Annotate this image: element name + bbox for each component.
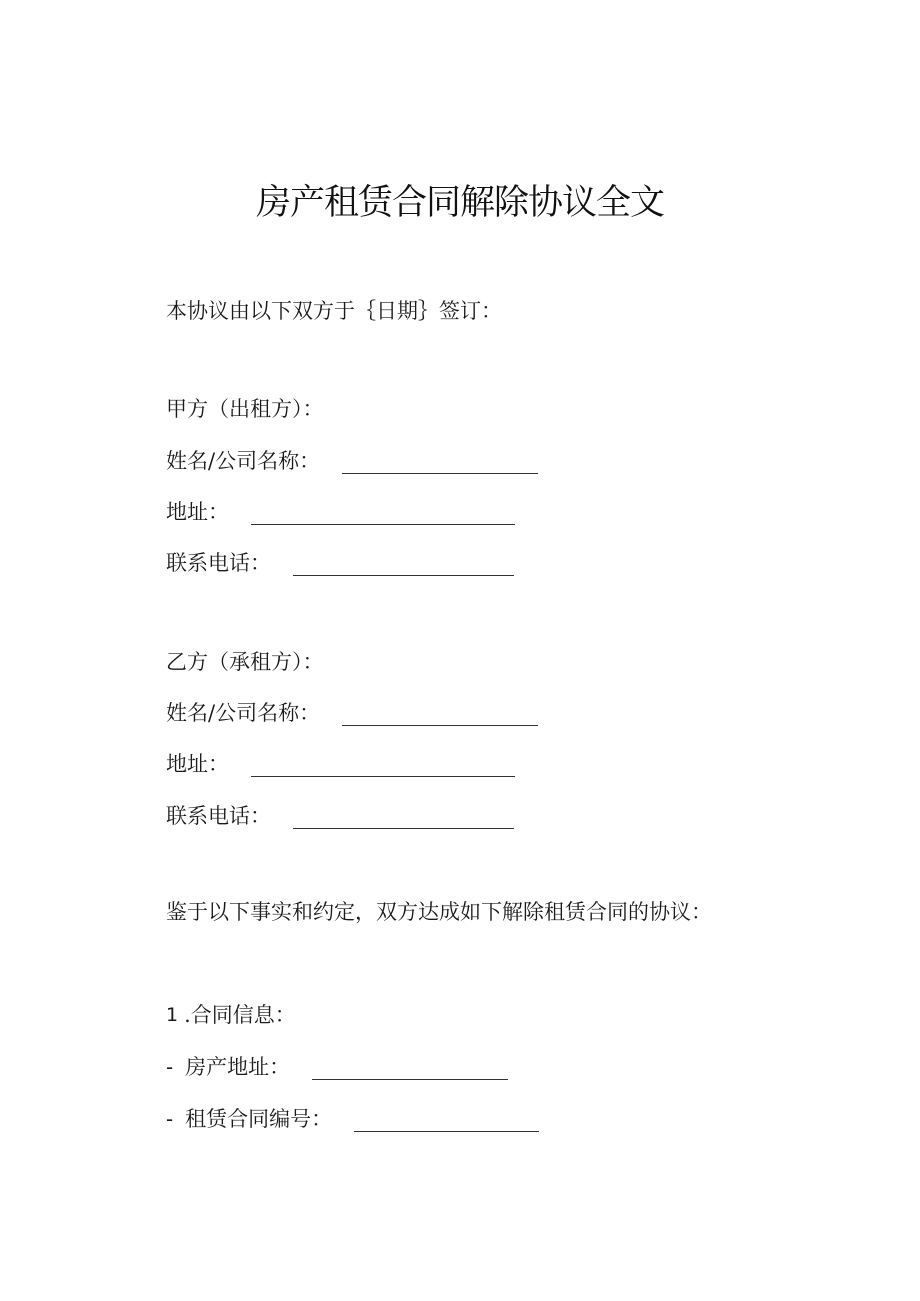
party-a-phone-row [166, 550, 514, 576]
party-b-phone-row [166, 803, 514, 829]
party-a-phone-blank[interactable] [293, 555, 514, 576]
party-a-heading [166, 396, 324, 422]
party-a-name-blank[interactable] [342, 453, 538, 474]
document-title: 房产租赁合同解除协议全文 [255, 183, 664, 223]
contract-number-label: 租赁合同编号： [185, 1107, 333, 1131]
party-a-address-row [166, 499, 515, 525]
party-b-heading-text: 乙方（承租方）： [166, 650, 324, 674]
party-a-address-blank[interactable] [251, 504, 515, 525]
party-b-phone-blank[interactable] [293, 808, 514, 829]
party-b-name-blank[interactable] [342, 705, 538, 726]
property-address-label: 房产地址： [185, 1055, 291, 1079]
party-b-heading [166, 649, 324, 675]
item-dash: - [166, 1055, 174, 1079]
party-b-address-label: 地址： [166, 752, 229, 776]
party-b-name-row [166, 700, 538, 726]
intro-text: 本协议由以下双方于｛日期｝签订： [166, 299, 502, 323]
section-1-item-contract-number [166, 1106, 539, 1132]
party-a-name-label: 姓名/公司名称： [166, 449, 321, 473]
party-a-name-row [166, 448, 538, 474]
section-1-number: 1 [166, 1004, 179, 1026]
party-a-phone-label: 联系电话： [166, 551, 271, 575]
contract-number-blank[interactable] [354, 1111, 539, 1132]
party-b-phone-label: 联系电话： [166, 804, 271, 828]
section-1-heading [166, 1002, 296, 1028]
property-address-blank[interactable] [312, 1059, 508, 1080]
party-b-name-label: 姓名/公司名称： [166, 701, 321, 725]
section-1-item-property-address [166, 1054, 508, 1080]
section-1-heading-text: .合同信息： [184, 1003, 296, 1027]
party-b-address-row [166, 751, 515, 777]
intro-line [166, 298, 502, 324]
item-dash: - [166, 1107, 174, 1131]
preamble-line [166, 899, 712, 925]
preamble-text: 鉴于以下事实和约定，双方达成如下解除租赁合同的协议： [166, 900, 712, 924]
party-b-address-blank[interactable] [251, 756, 515, 777]
party-a-heading-text: 甲方（出租方）： [166, 397, 324, 421]
party-a-address-label: 地址： [166, 500, 229, 524]
